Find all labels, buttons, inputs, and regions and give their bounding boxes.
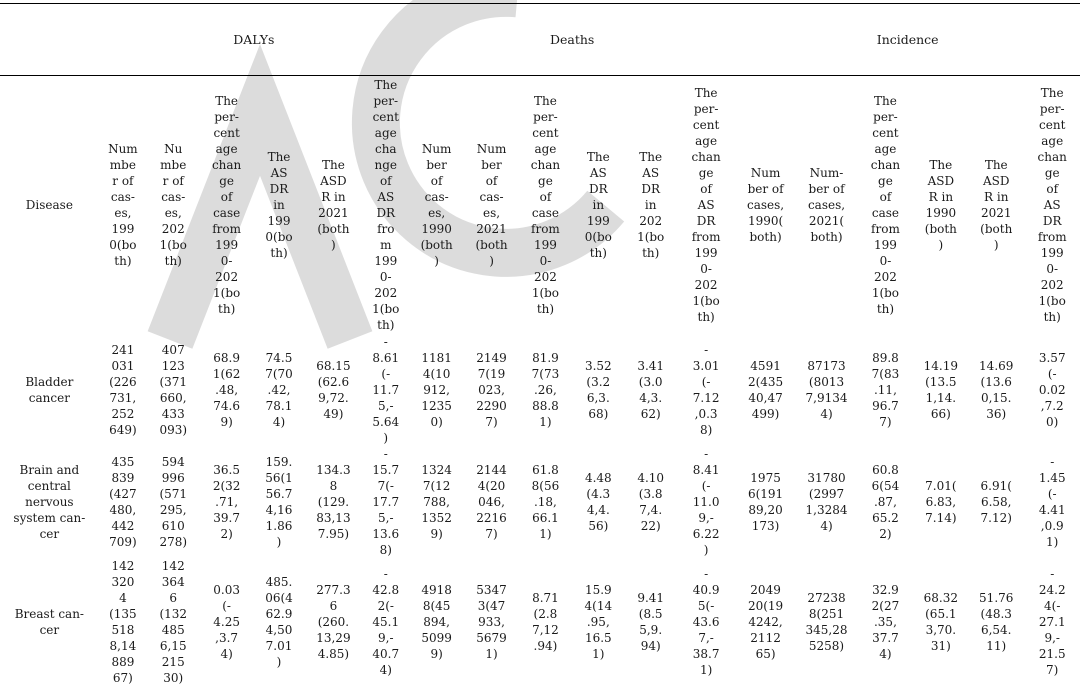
table-row [0, 558, 1080, 686]
table-cell: 89.8 7(83 .11, 96.7 7) [871, 351, 900, 429]
group-header-dalys: DALYs [99, 4, 409, 76]
table-cell: 14.69 (13.6 0,15. 36) [979, 359, 1014, 421]
column-header: The per- cent age chan ge of case from 199 0- 202 1(bo th) [211, 94, 242, 316]
column-header: The per- cent age chan ge of AS DR from 199 0- 202 1(bo th) [691, 86, 721, 324]
table-cell: 1324 7(12 788, 1352 9) [421, 463, 452, 541]
table-cell: - 8.41 (- 11.0 9,- 6.22 ) [692, 447, 720, 557]
column-header: The per- cent age chan ge of case from 199 0- 202 1(bo th) [530, 94, 561, 316]
disease-cell: Brain and central nervous system can- cer [13, 463, 86, 541]
column-header: The AS DR in 199 0(bo th) [265, 150, 293, 260]
table-cell: 61.8 8(56 .18, 66.1 1) [531, 463, 560, 541]
column-header: The ASD R in 2021 (both ) [317, 158, 350, 252]
table-cell: - 8.61 (- 11.7 5,- 5.64 ) [372, 335, 400, 445]
table-row [0, 334, 1080, 446]
table-cell: 134.3 8 (129. 83,13 7.95) [316, 463, 351, 541]
table-cell: - 40.9 5(- 43.6 7,- 38.7 1) [692, 567, 720, 677]
table-cell: 68.15 (62.6 9,72. 49) [316, 359, 351, 421]
table-cell: 3.57 (- 0.02 ,7.2 0) [1038, 351, 1066, 429]
table-cell: 1181 4(10 912, 1235 0) [421, 351, 452, 429]
table-cell: 31780 (2997 1,3284 4) [805, 471, 848, 533]
group-header-deaths: Deaths [409, 4, 735, 76]
table-cell: 5347 3(47 933, 5679 1) [476, 583, 507, 661]
table-cell: 3.52 (3.2 6,3. 68) [584, 359, 612, 421]
table-cell: 36.5 2(32 .71, 39.7 2) [212, 463, 241, 541]
table-cell: - 3.01 (- 7.12 ,0.3 8) [692, 343, 720, 437]
table-cell: 4.10 (3.8 7,4. 22) [637, 471, 665, 533]
table-cell: 4918 8(45 894, 5099 9) [421, 583, 452, 661]
column-header: The per- cent age chan ge of AS DR from 199 0- 202 1(bo th) [1037, 86, 1067, 324]
table-cell: 8.71 (2.8 7,12 .94) [532, 591, 559, 653]
table-cell: - 15.7 7(- 17.7 5,- 13.6 8) [372, 447, 400, 557]
table-cell: 241 031 (226 731, 252 649) [109, 343, 137, 437]
table-cell: 87173 (8013 7,9134 4) [805, 359, 848, 421]
table-cell: - 42.8 2(- 45.1 9,- 40.7 4) [372, 567, 400, 677]
column-header: The ASD R in 2021 (both ) [980, 158, 1013, 252]
table-cell: 407 123 (371 660, 433 093) [159, 343, 188, 437]
table-cell: 81.9 7(73 .26, 88.8 1) [531, 351, 560, 429]
table-cell: 142 320 4 (135 518 8,14 889 67) [109, 559, 137, 685]
table-cell: 68.32 (65.1 3,70. 31) [923, 591, 959, 653]
table-cell: 2049 20(19 4242, 2112 65) [747, 583, 784, 661]
table-cell: 32.9 2(27 .35, 37.7 4) [871, 583, 900, 661]
table-cell: 74.5 7(70 .42, 78.1 4) [265, 351, 293, 429]
table-cell: 277.3 6 (260. 13,29 4.85) [316, 583, 351, 661]
table-cell: 4591 2(435 40,47 499) [747, 359, 784, 421]
table-cell: 14.19 (13.5 1,14. 66) [923, 359, 959, 421]
table-cell: 9.41 (8.5 5,9. 94) [637, 591, 665, 653]
column-header: The per- cent age chan ge of case from 199 0- 202 1(bo th) [870, 94, 901, 316]
column-header: Num ber of cas- es, 1990 (both ) [420, 142, 453, 268]
group-header-blank [0, 4, 99, 76]
table-cell: - 1.45 (- 4.41 ,0.9 1) [1038, 455, 1066, 549]
group-header-row [0, 4, 1080, 76]
table-cell: 2144 4(20 046, 2216 7) [476, 463, 507, 541]
table-cell: 142 364 6 (132 485 6,15 215 30) [159, 559, 188, 685]
column-header: Num- ber of cases, 2021( both) [807, 166, 846, 244]
column-header: Num mbe r of cas- es, 199 0(bo th) [108, 142, 138, 268]
table-cell: 68.9 1(62 .48, 74.6 9) [212, 351, 241, 429]
table-cell: 485. 06(4 62.9 4,50 7.01 ) [265, 575, 293, 669]
table-cell: 7.01( 6.83, 7.14) [925, 479, 957, 525]
column-header: The per- cent age cha nge of AS DR fro m 199 0- 202 1(bo th) [372, 78, 400, 332]
column-header: Num ber of cases, 1990( both) [747, 166, 785, 244]
column-header: Nu mbe r of cas- es, 202 1(bo th) [159, 142, 187, 268]
column-header: The AS DR in 202 1(bo th) [637, 150, 665, 260]
disease-cell: Bladder cancer [25, 375, 74, 405]
column-header: Disease [25, 198, 73, 212]
table-cell: 0.03 (- 4.25 ,3.7 4) [213, 583, 240, 661]
table-cell: 27238 8(251 345,28 5258) [805, 591, 848, 653]
table-cell: 51.76 (48.3 6,54. 11) [979, 591, 1014, 653]
table-cell: 1975 6(191 89,20 173) [747, 471, 784, 533]
table-row [0, 446, 1080, 558]
table-cell: - 24.2 4(- 27.1 9,- 21.5 7) [1038, 567, 1066, 677]
table-cell: 15.9 4(14 .95, 16.5 1) [584, 583, 613, 661]
column-header: The AS DR in 199 0(bo th) [584, 150, 612, 260]
column-header: The ASD R in 1990 (both ) [924, 158, 957, 252]
group-header-incidence: Incidence [735, 4, 1080, 76]
table-cell: 159. 56(1 56.7 4,16 1.86 ) [265, 455, 293, 549]
table-cell: 4.48 (4.3 4,4. 56) [584, 471, 612, 533]
table-cell: 2149 7(19 023, 2290 7) [476, 351, 507, 429]
table-cell: 60.8 6(54 .87, 65.2 2) [871, 463, 900, 541]
data-table [0, 3, 1080, 686]
table-cell: 435 839 (427 480, 442 709) [109, 455, 137, 549]
table-cell: 6.91( 6.58, 7.12) [980, 479, 1012, 525]
disease-cell: Breast can- cer [14, 607, 84, 637]
table-cell: 594 996 (571 295, 610 278) [159, 455, 188, 549]
table-cell: 3.41 (3.0 4,3. 62) [637, 359, 665, 421]
column-header: Num ber of cas- es, 2021 (both ) [475, 142, 508, 268]
column-header-row [0, 76, 1080, 335]
